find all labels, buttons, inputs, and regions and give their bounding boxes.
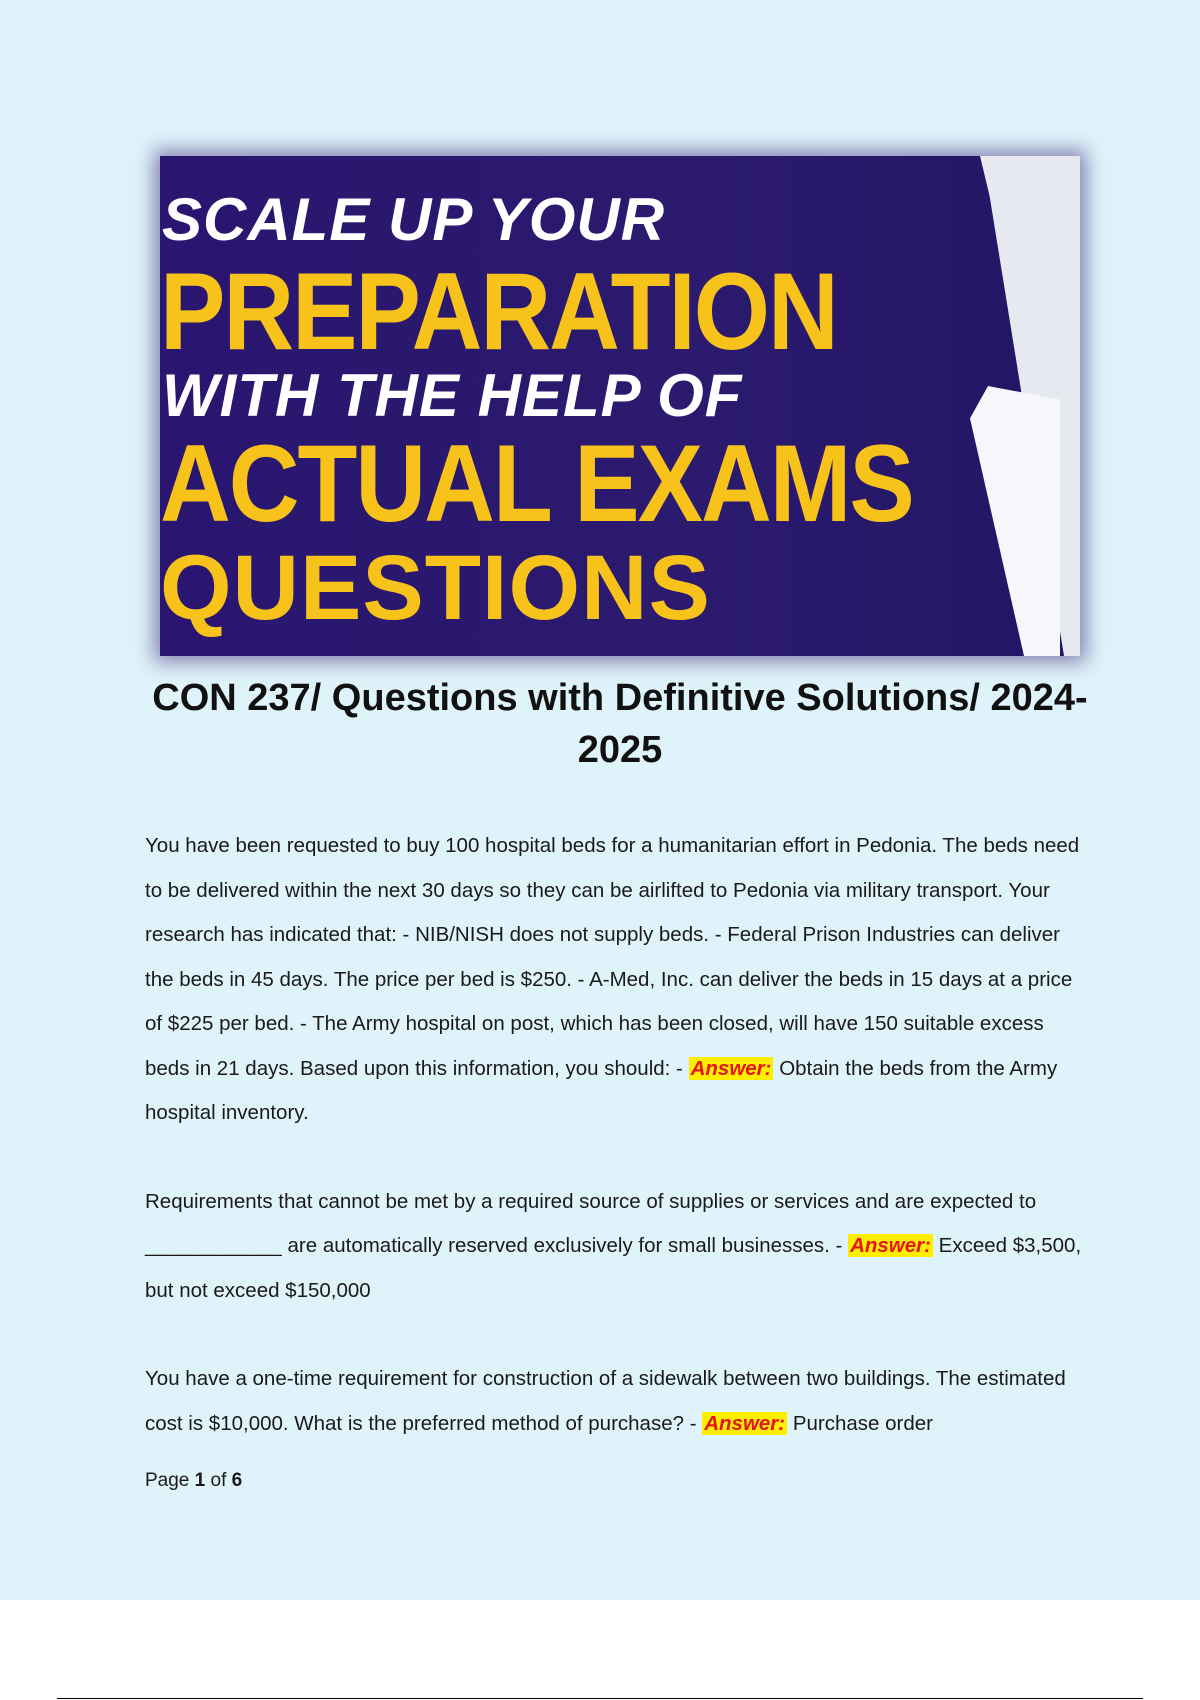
page-divider <box>57 1698 1143 1699</box>
current-page: 1 <box>194 1470 206 1491</box>
answer-text: Purchase order <box>792 1411 933 1435</box>
page-word: Page <box>145 1470 190 1491</box>
answer-label: Answer: <box>704 1411 786 1435</box>
answer-label: Answer: <box>690 1056 772 1080</box>
banner-decoration-shape <box>970 386 1060 656</box>
of-word: of <box>210 1470 227 1491</box>
banner-line-3: WITH THE HELP OF <box>162 362 743 429</box>
promo-banner-image <box>160 156 1080 656</box>
page-number <box>145 1470 242 1492</box>
answer-text: Exceed $3,500, but not exceed $150,000 <box>145 1234 1082 1302</box>
question-text: You have a one-time requirement for construction of a sidewalk between two buildings. The estimated cost is $10,000. What is the preferred method of purchase? - <box>145 1367 1066 1435</box>
banner-line-4: ACTUAL EXAMS <box>160 421 913 545</box>
document-title: CON 237/ Questions with Definitive Solutions/ 2024-2025 <box>152 677 1088 771</box>
total-pages: 6 <box>231 1470 243 1491</box>
banner-line-2: PREPARATION <box>160 249 837 373</box>
qa-item <box>145 824 1090 1136</box>
banner-line-1: SCALE UP YOUR <box>162 186 666 253</box>
answer-label: Answer: <box>850 1234 931 1257</box>
question-text: You have been requested to buy 100 hospital beds for a humanitarian effort in Pedonia. The beds need to be delivered within the next 30 days so they can be airlifted to Pedonia via military transport. Your research has indicated that: - NIB/NISH does not supply beds. - Federal Prison Industries can deliver the beds in 45 days. The price per bed is $250. - A-Med, Inc. can deliver the beds in 15 days at a price of $225 per bed. - The Army hospital on post, which has been closed, will have 150 suitable excess beds in 21 days. Based upon this information, you should: - <box>145 834 1080 1080</box>
banner-line-5: QUESTIONS <box>160 537 711 639</box>
qa-item <box>145 1180 1090 1314</box>
question-text: Requirements that cannot be met by a required source of supplies or services and are expected to ____________ are automatically reserved exclusively for small businesses. - <box>145 1189 1037 1257</box>
qa-list <box>145 824 1090 1490</box>
answer-text: Obtain the beds from the Army hospital inventory. <box>145 1056 1058 1124</box>
qa-item <box>145 1357 1090 1446</box>
